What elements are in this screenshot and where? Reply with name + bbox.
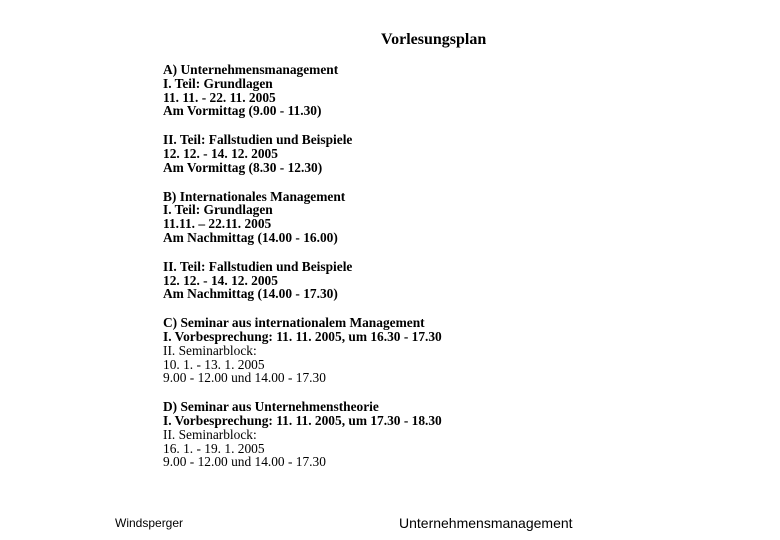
schedule-line: II. Teil: Fallstudien und Beispiele [163, 132, 353, 148]
lecture-schedule [163, 63, 523, 484]
schedule-line: 12. 12. - 14. 12. 2005 [163, 145, 278, 161]
page-title: Vorlesungsplan [381, 31, 487, 48]
schedule-line: A) Unternehmensmanagement [163, 62, 339, 77]
schedule-line: Am Vormittag (9.00 - 11.30) [163, 103, 322, 119]
schedule-block [163, 316, 523, 385]
schedule-line: I. Vorbesprechung: 11. 11. 2005, um 17.30 - 18.30 [163, 412, 442, 428]
schedule-line: I. Vorbesprechung: 11. 11. 2005, um 16.30 - 17.30 [163, 328, 442, 344]
schedule-line: 16. 1. - 19. 1. 2005 [163, 440, 265, 456]
schedule-line: II. Seminarblock: [163, 342, 257, 358]
schedule-line: II. Seminarblock: [163, 426, 257, 442]
schedule-line: C) Seminar aus internationalem Management [163, 315, 425, 331]
schedule-block [163, 63, 523, 118]
schedule-block [163, 260, 523, 301]
schedule-block [163, 133, 523, 174]
schedule-line: 11.11. – 22.11. 2005 [163, 216, 272, 232]
schedule-line: D) Seminar aus Unternehmenstheorie [163, 399, 379, 415]
schedule-line: 11. 11. - 22. 11. 2005 [163, 89, 276, 105]
schedule-line: Am Nachmittag (14.00 - 17.30) [163, 286, 338, 302]
schedule-line: B) Internationales Management [163, 188, 346, 204]
schedule-block [163, 400, 523, 469]
schedule-line: 9.00 - 12.00 und 14.00 - 17.30 [163, 454, 326, 470]
schedule-line: Am Nachmittag (14.00 - 16.00) [163, 229, 338, 245]
schedule-block [163, 190, 523, 245]
footer-author: Windsperger [115, 516, 184, 530]
schedule-line: I. Teil: Grundlagen [163, 202, 273, 218]
schedule-line: 12. 12. - 14. 12. 2005 [163, 272, 278, 288]
schedule-line: II. Teil: Fallstudien und Beispiele [163, 258, 353, 274]
footer-course-title: Unternehmensmanagement [399, 515, 573, 531]
schedule-line: Am Vormittag (8.30 - 12.30) [163, 159, 323, 175]
schedule-line: I. Teil: Grundlagen [163, 75, 273, 91]
schedule-line: 10. 1. - 13. 1. 2005 [163, 356, 265, 372]
schedule-line: 9.00 - 12.00 und 14.00 - 17.30 [163, 370, 326, 386]
